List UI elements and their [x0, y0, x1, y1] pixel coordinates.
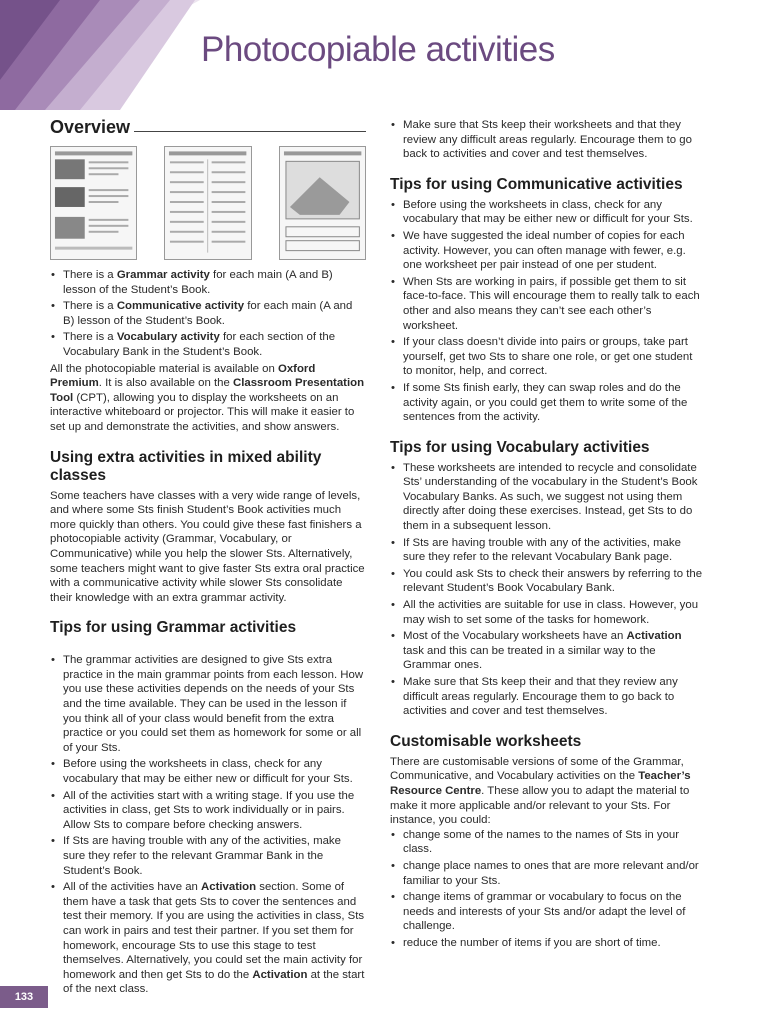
- list-item: • You could ask Sts to check their answers by referring to the relevant Student’s Book Vocabulary Bank.: [390, 567, 704, 596]
- vocabulary-tips-list: [390, 461, 704, 719]
- vocabulary-tips-heading: Tips for using Vocabulary activities: [390, 438, 650, 456]
- list-item: • There is a Grammar activity for each main (A and B) lesson of the Student’s Book.: [50, 268, 366, 297]
- left-column: [50, 118, 366, 999]
- list-item: • If Sts are having trouble with any of the activities, make sure they refer to the relevant Vocabulary Bank page.: [390, 536, 704, 565]
- list-item: • Make sure that Sts keep their worksheets and that they review any difficult areas regularly. Encourage them to go back to activities and cover and test themselves.: [390, 118, 704, 162]
- right-column: [390, 118, 704, 953]
- overview-heading: Overview: [50, 117, 131, 137]
- communicative-tips-heading: Tips for using Communicative activities: [390, 175, 683, 193]
- customisable-list: [390, 828, 704, 951]
- list-item: • change place names to ones that are more relevant and/or familiar to your Sts.: [390, 859, 704, 888]
- worksheet-thumbnails: [50, 146, 366, 260]
- list-item: • All of the activities start with a writing stage. If you use the activities in class, get Sts to work individually or in pairs. Allow Sts to compare before checking answers.: [50, 789, 366, 833]
- customisable-heading: Customisable worksheets: [390, 732, 582, 750]
- customisable-paragraph: There are customisable versions of some of the Grammar, Communicative, and Vocabulary activities on the Teacher’s Resource Centre. These allow you to adapt the material to make it more applicable and/or relevant to your Sts. For instance, you could:: [390, 755, 691, 827]
- mixed-ability-heading: Using extra activities in mixed ability classes: [50, 448, 322, 484]
- list-item: • Most of the Vocabulary worksheets have an Activation task and this can be treated in a similar way to the Grammar ones.: [390, 629, 704, 673]
- grammar-tips-list: [50, 653, 366, 997]
- list-item: • Before using the worksheets in class, check for any vocabulary that may be either new or difficult for your Sts.: [50, 757, 366, 786]
- list-item: • If your class doesn’t divide into pairs or groups, take part yourself, get two Sts to share one role, or get one student to monitor, help, and correct.: [390, 335, 704, 379]
- list-item: • reduce the number of items if you are short of time.: [390, 936, 704, 951]
- list-item: • change items of grammar or vocabulary to focus on the needs and interests of your Sts and/or adapt the level of challenge.: [390, 890, 704, 934]
- communicative-tips-list: [390, 198, 704, 425]
- list-item: • If Sts are having trouble with any of the activities, make sure they refer to the relevant Grammar Bank in the Student’s Book.: [50, 834, 366, 878]
- list-item: • We have suggested the ideal number of copies for each activity. However, you can often manage with fewer, e.g. one worksheet per pair instead of one per student.: [390, 229, 704, 273]
- list-item: • Make sure that Sts keep their and that they review any difficult areas regularly. Encourage them to go back to activities and cover and test themselves.: [390, 675, 704, 719]
- list-item: • When Sts are working in pairs, if possible get them to sit face-to-face. This will encourage them to really talk to each other and also means they can’t see each other’s worksheet.: [390, 275, 704, 333]
- communicative-worksheet-thumbnail: [164, 146, 251, 260]
- page-title: Photocopiable activities: [201, 30, 555, 69]
- grammar-worksheet-thumbnail: [50, 146, 137, 260]
- list-item: • There is a Vocabulary activity for each section of the Vocabulary Bank in the Student’s Book.: [50, 330, 366, 359]
- list-item: • If some Sts finish early, they can swap roles and do the activity again, or you could get them to write some of the sentences from the activity.: [390, 381, 704, 425]
- list-item: • All the activities are suitable for use in class. However, you may wish to set some of the tasks for homework.: [390, 598, 704, 627]
- list-item: • These worksheets are intended to recycle and consolidate Sts’ understanding of the vocabulary in the Student’s Book Vocabulary Banks. As such, we suggest not using them directly after doing these exercises. Instead, get Sts to do them in a subsequent lesson.: [390, 461, 704, 534]
- mixed-ability-paragraph: Some teachers have classes with a very wide range of levels, and where some Sts finish Student’s Book activities much more quickly than others. You could give these fast finishers a photocopiable activity (Grammar, Vocabulary, or Communicative) while you help the slower Sts. Alternatively, some teachers might want to give faster Sts extra oral practice with a communicative activity while slower Sts consolidate their knowledge with an extra grammar activity.: [50, 489, 365, 604]
- overview-list: [50, 268, 366, 360]
- list-item: • change some of the names to the names of Sts in your class.: [390, 828, 704, 857]
- vocabulary-worksheet-thumbnail: [279, 146, 366, 260]
- overview-rule: [134, 131, 366, 132]
- list-item: • There is a Communicative activity for each main (A and B) lesson of the Student’s Book.: [50, 299, 366, 328]
- page-number: 133: [0, 986, 48, 1008]
- list-item: • All of the activities have an Activation section. Some of them have a task that gets Sts to cover the sentences and test their memory. If you are using the activities in class, Sts can work in pairs and test their partner. If you set them for homework, encourage Sts to use this stage to test themselves. Alternatively, you could set the main activity for homework and then get Sts to do the Activation at the start of the next class.: [50, 880, 366, 997]
- list-item: • Before using the worksheets in class, check for any vocabulary that may be either new or difficult for your Sts.: [390, 198, 704, 227]
- overview-paragraph: All the photocopiable material is available on Oxford Premium. It is also available on the Classroom Presentation Tool (CPT), allowing you to display the worksheets on an interactive whiteboard or projector. This will make it easier to set up and demonstrate the activities, and show answers.: [50, 362, 365, 433]
- list-item: • The grammar activities are designed to give Sts extra practice in the main grammar points from each lesson. How you use these activities depends on the needs of your Sts and the time available. They can be used in the lesson if you think all of your class would benefit from the extra practice or you could set them as homework for some or all of your Sts.: [50, 653, 366, 755]
- top-list: [390, 118, 704, 162]
- decorative-fan-graphic: [0, 0, 200, 110]
- grammar-tips-heading: Tips for using Grammar activities: [50, 619, 297, 637]
